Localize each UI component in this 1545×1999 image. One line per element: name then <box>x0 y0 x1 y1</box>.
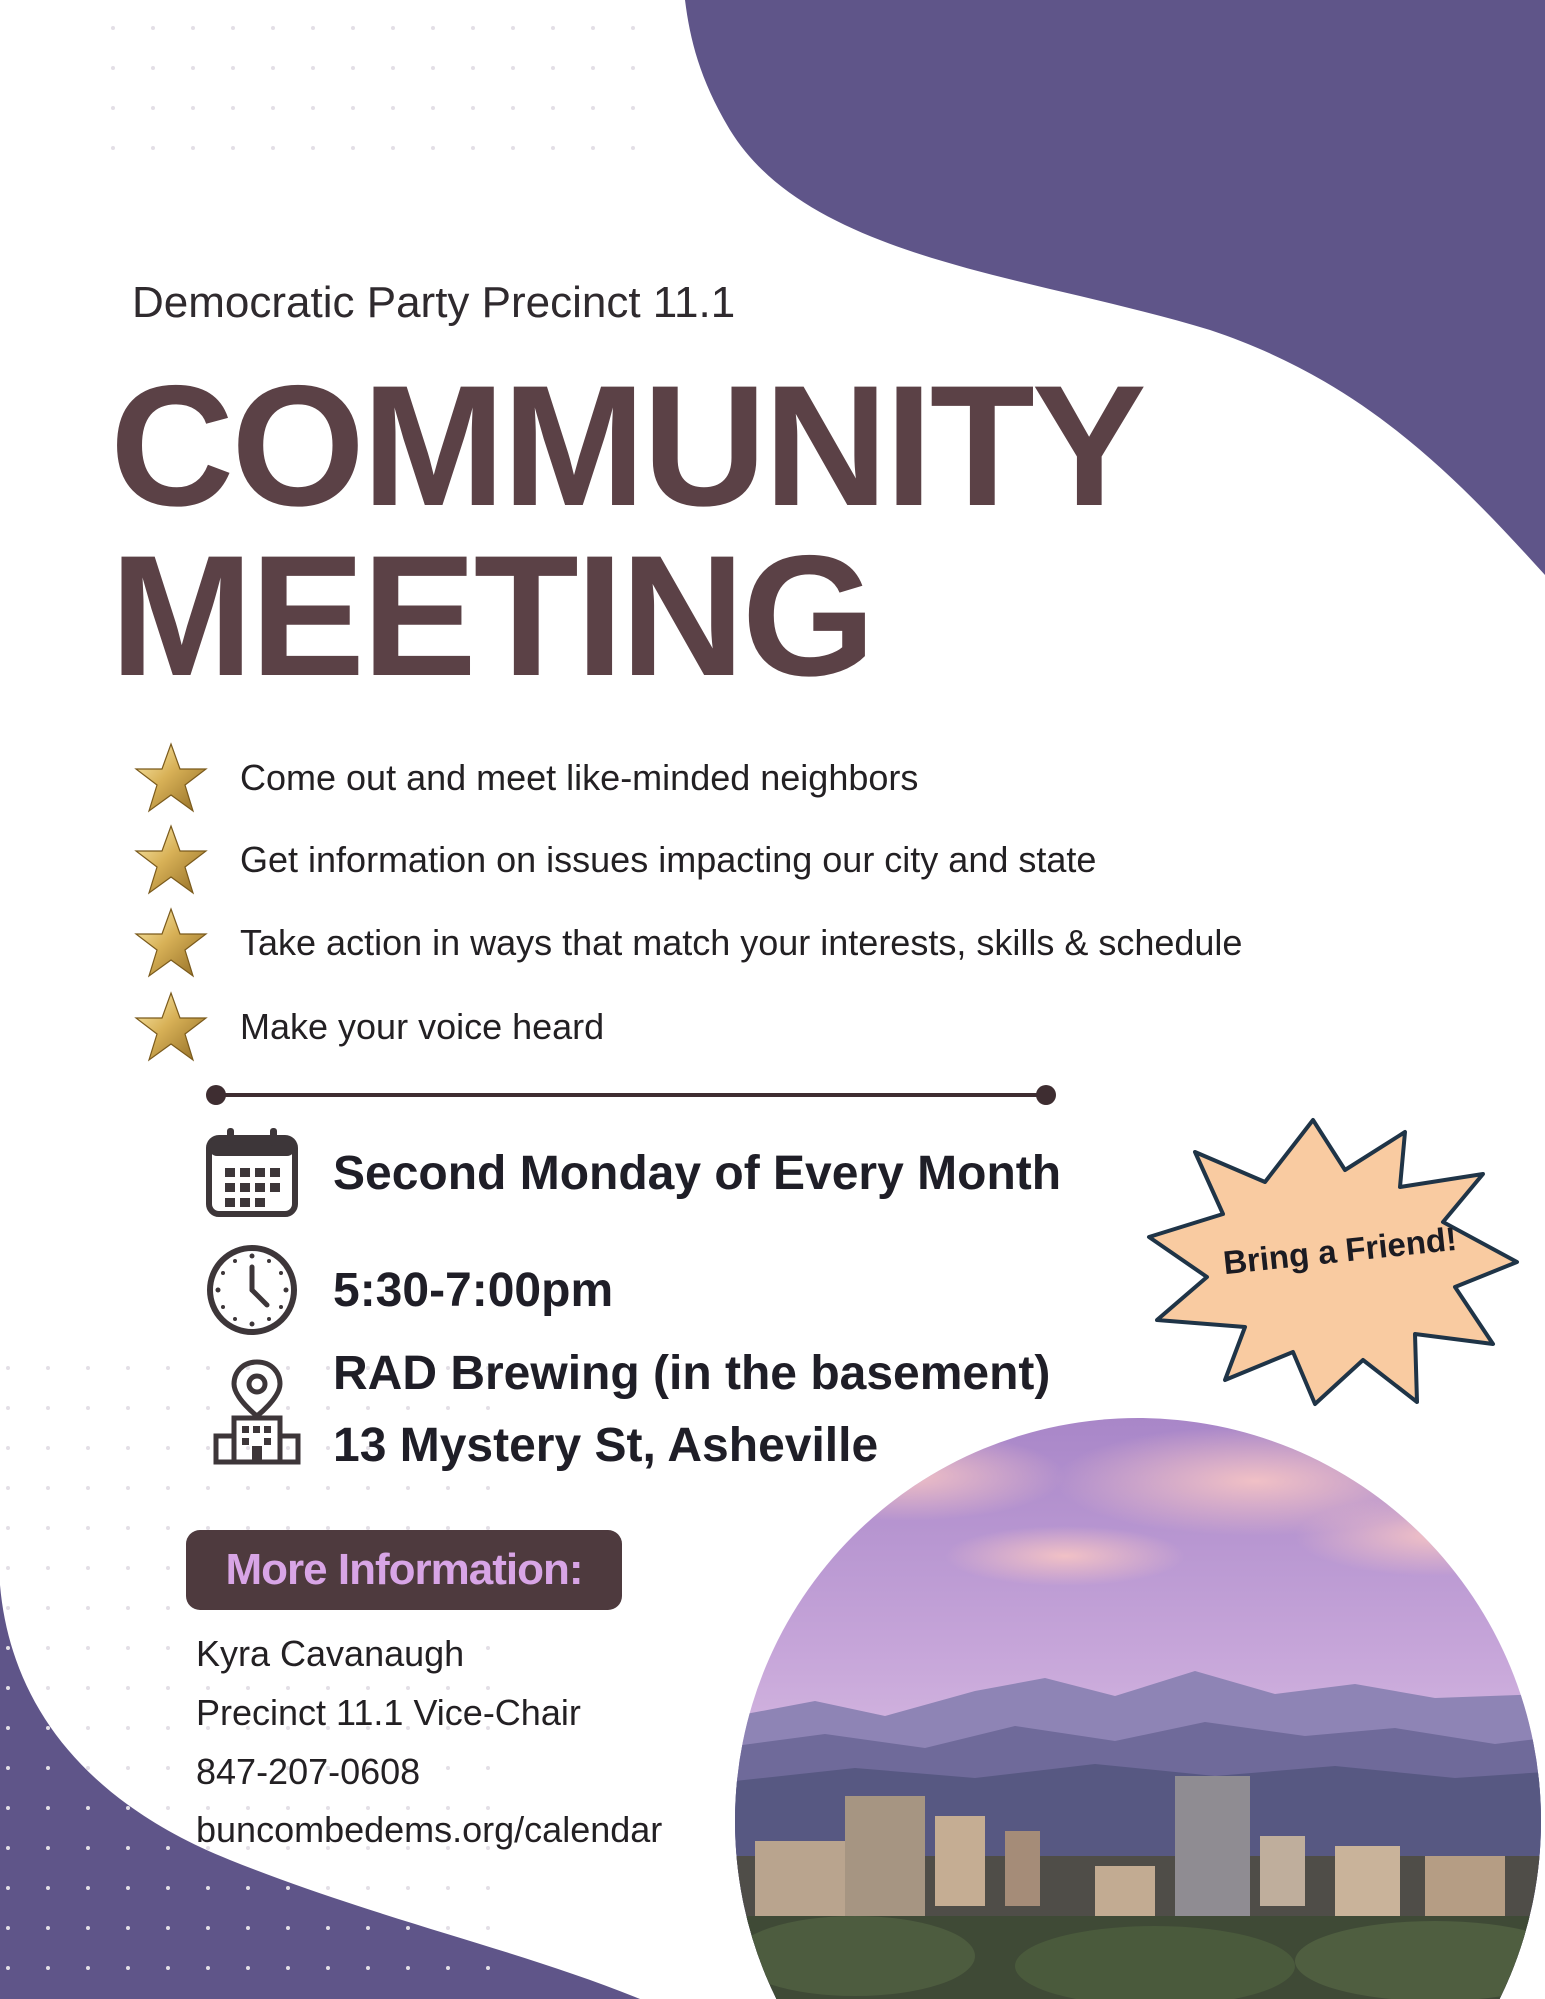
time-text: 5:30-7:00pm <box>333 1263 614 1317</box>
dot-grid-top <box>110 25 650 175</box>
contact-website[interactable]: buncombedems.org/calendar <box>196 1809 663 1850</box>
bullet-text: Make your voice heard <box>240 1006 605 1047</box>
contact-name: Kyra Cavanaugh <box>196 1633 465 1674</box>
bullet-text: Get information on issues impacting our city and state <box>240 839 1097 880</box>
bullet-item <box>134 907 1242 979</box>
location-building-icon <box>212 1358 302 1468</box>
star-icon <box>134 824 208 896</box>
bring-a-friend-text: Bring a Friend! <box>1221 1219 1459 1282</box>
bullet-item <box>134 742 918 814</box>
time-row <box>205 1243 613 1337</box>
bullet-item <box>134 824 1096 896</box>
venue-text: RAD Brewing (in the basement) <box>333 1347 1051 1400</box>
divider-line <box>204 1085 1064 1109</box>
star-icon <box>134 907 208 979</box>
bullet-text: Come out and meet like-minded neighbors <box>240 757 919 798</box>
address-text: 13 Mystery St, Asheville <box>333 1419 879 1472</box>
date-row <box>205 1126 1061 1220</box>
contact-phone: 847-207-0608 <box>196 1751 421 1792</box>
contact-role: Precinct 11.1 Vice-Chair <box>196 1692 581 1733</box>
clock-icon <box>205 1243 299 1337</box>
bullet-item <box>134 991 604 1063</box>
precinct-subtitle: Democratic Party Precinct 11.1 <box>132 278 736 327</box>
calendar-icon <box>205 1126 299 1220</box>
star-icon <box>134 991 208 1063</box>
bullet-text: Take action in ways that match your interests, skills & schedule <box>240 922 1243 963</box>
headline-line-2: MEETING <box>110 520 873 712</box>
city-skyline-photo <box>735 1416 1545 1999</box>
star-icon <box>134 742 208 814</box>
date-text: Second Monday of Every Month <box>333 1146 1062 1200</box>
more-information-label: More Information: <box>186 1530 622 1610</box>
headline-line-1: COMMUNITY <box>110 350 1144 542</box>
